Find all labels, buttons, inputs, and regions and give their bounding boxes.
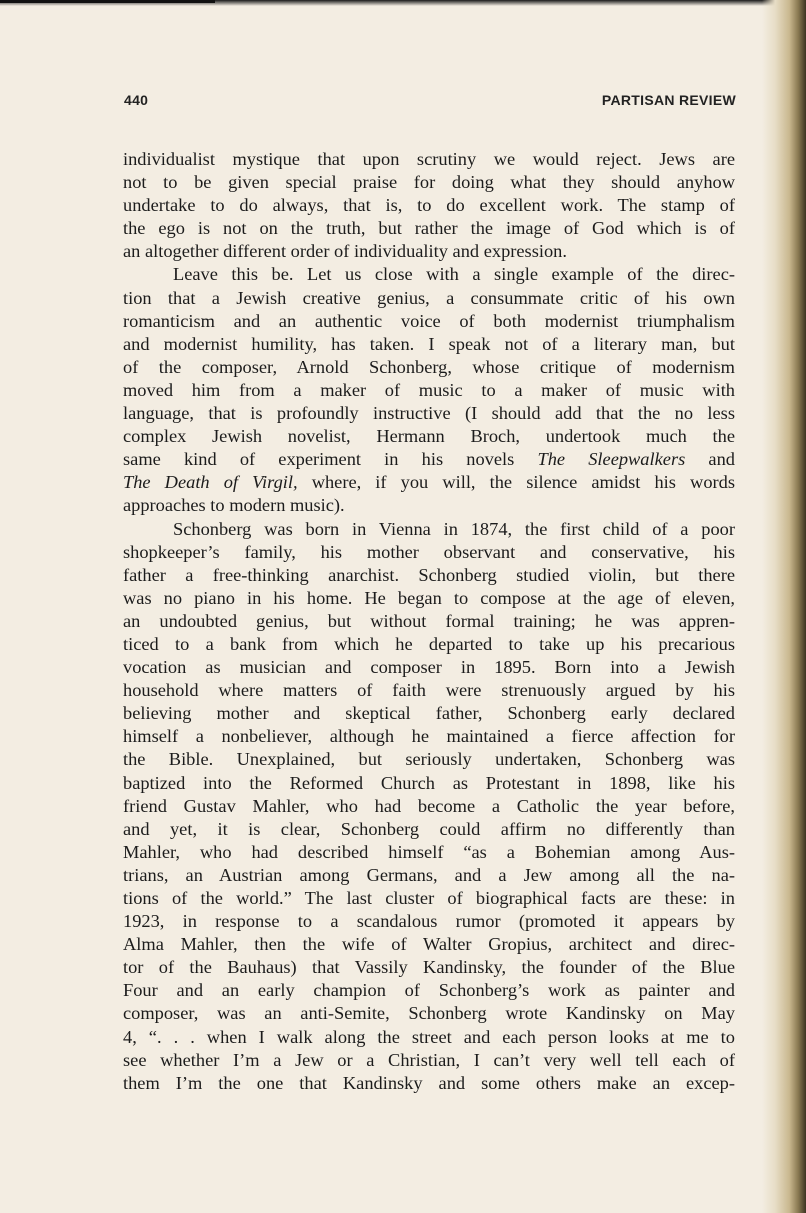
text-line: Alma Mahler, then the wife of Walter Gropius, architect and direc- (123, 934, 735, 955)
text-line: composer, was an anti-Semite, Schonberg wrote Kandinsky on May (123, 1003, 735, 1024)
text-line: Mahler, who had described himself “as a Bohemian among Aus- (123, 841, 735, 862)
text-line: and modernist humility, has taken. I speak not of a literary man, but (123, 333, 735, 354)
text-line: trians, an Austrian among Germans, and a Jew among all the na- (123, 864, 735, 885)
page-header (124, 92, 736, 112)
text-line: baptized into the Reformed Church as Protestant in 1898, like his (123, 772, 735, 793)
text-line: undertake to do always, that is, to do excellent work. The stamp of (123, 195, 735, 216)
book-spine-shadow (762, 0, 806, 1213)
text-line: tions of the world.” The last cluster of biographical facts are these: in (123, 888, 735, 908)
text-line: shopkeeper’s family, his mother observant and conservative, his (123, 541, 735, 562)
text-line (123, 471, 735, 494)
text-line: an undoubted genius, but without formal training; he was appren- (123, 610, 735, 631)
text-line: friend Gustav Mahler, who had become a Catholic the year before, (123, 795, 735, 816)
text-line: himself a nonbeliever, although he maintained a fierce affection for (123, 726, 735, 747)
text-line: romanticism and an authentic voice of both modernist triumphalism (123, 310, 735, 331)
text-line: tor of the Bauhaus) that Vassily Kandinsky, the founder of the Blue (123, 957, 735, 978)
page-top-edge (0, 0, 215, 3)
page-number: 440 (124, 92, 149, 108)
text-line: not to be given special praise for doing what they should anyhow (123, 172, 735, 193)
text-line: approaches to modern music). (123, 495, 345, 516)
book-title-sleepwalkers: The Sleepwalkers (537, 449, 686, 470)
text-line: complex Jewish novelist, Hermann Broch, undertook much the (123, 426, 735, 447)
text-line: vocation as musician and composer in 1895. Born into a Jewish (123, 657, 735, 678)
text-line: individualist mystique that upon scrutiny we would reject. Jews are (123, 149, 735, 169)
text-line: was no piano in his home. He began to compose at the age of eleven, (123, 587, 735, 608)
text-line: language, that is profoundly instructive (I should add that the no less (123, 403, 735, 424)
text-line: of the composer, Arnold Schonberg, whose critique of modernism (123, 356, 735, 377)
text-segment: and (685, 449, 735, 470)
text-line (123, 448, 735, 471)
text-line: believing mother and skeptical father, Schonberg early declared (123, 703, 735, 724)
text-line: 1923, in response to a scandalous rumor (promoted it appears by (123, 911, 735, 932)
text-segment: where, if you will, the silence amidst his words (297, 472, 735, 493)
text-line: Four and an early champion of Schonberg’s work as painter and (123, 980, 735, 1001)
text-line: and yet, it is clear, Schonberg could affirm no differently than (123, 818, 735, 839)
text-line: household where matters of faith were strenuously argued by his (123, 680, 735, 701)
running-head: PARTISAN REVIEW (601, 92, 736, 108)
text-line: moved him from a maker of music to a maker of music with (123, 379, 735, 400)
text-segment: same kind of experiment in his novels (123, 449, 538, 470)
text-line: the Bible. Unexplained, but seriously undertaken, Schonberg was (123, 749, 735, 770)
text-line: tion that a Jewish creative genius, a consummate critic of his own (123, 287, 735, 308)
text-line: see whether I’m a Jew or a Christian, I can’t very well tell each of (123, 1049, 735, 1070)
text-line: 4, “. . . when I walk along the street and each person looks at me to (123, 1026, 735, 1047)
text-line: father a free-thinking anarchist. Schonberg studied violin, but there (123, 564, 735, 585)
text-line: Schonberg was born in Vienna in 1874, the first child of a poor (173, 518, 735, 539)
book-title-death-of-virgil: The Death of Virgil, (123, 472, 298, 493)
body-text (123, 148, 735, 1095)
text-line: the ego is not on the truth, but rather the image of God which is of (123, 218, 735, 239)
text-line: Leave this be. Let us close with a single example of the direc- (173, 264, 735, 285)
text-line: an altogether different order of individuality and expression. (123, 241, 567, 262)
text-line: them I’m the one that Kandinsky and some others make an excep- (123, 1072, 735, 1093)
text-line: ticed to a bank from which he departed to take up his precarious (123, 633, 735, 654)
